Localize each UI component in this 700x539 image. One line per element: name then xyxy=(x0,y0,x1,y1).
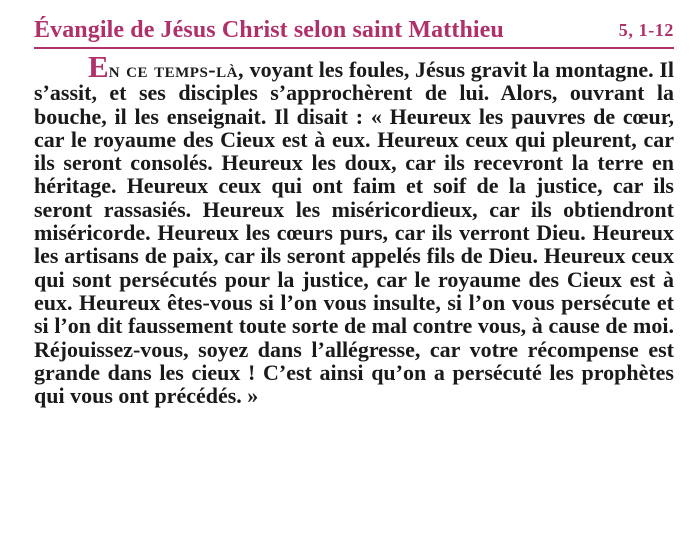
reading-title: Évangile de Jésus Christ selon saint Matthieu xyxy=(34,17,504,43)
header-divider xyxy=(34,47,674,49)
scripture-reference: 5, 1-12 xyxy=(618,20,674,40)
reading-header xyxy=(34,8,674,44)
initial-letter: E xyxy=(88,49,109,84)
passage-body: voyant les foules, Jésus gravit la montagne. Il s’assit, et ses disciples s’approchèrent de lui. Alors, ouvrant la bouche, il les enseignait. Il disait : « Heureux les pauvres de cœur, car le royaume des Cieux est à eux. Heureux ceux qui pleurent, car ils seront consolés. Heureux les doux, car ils recevront la terre en héritage. Heureux ceux qui ont faim et soif de la justice, car ils seront rassasiés. Heureux les miséricordieux, car ils obtiendront miséricorde. Heureux les cœurs purs, car ils verront Dieu. Heureux les artisans de paix, car ils seront appelés fils de Dieu. Heureux ceux qui sont persécutés pour la justice, car le royaume des Cieux est à eux. Heureux êtes-vous si l’on vous insulte, si l’on vous persécute et si l’on dit faussement toute sorte de mal contre vous, à cause de moi. Réjouissez-vous, soyez dans l’allégresse, car votre récompense est grande dans les cieux ! C’est ainsi qu’on a persécuté les prophètes qui vous ont précédés. » xyxy=(34,57,674,409)
gospel-reading xyxy=(34,8,674,407)
opening-smallcaps: n ce temps-là, xyxy=(108,57,244,82)
reading-text xyxy=(34,49,674,409)
